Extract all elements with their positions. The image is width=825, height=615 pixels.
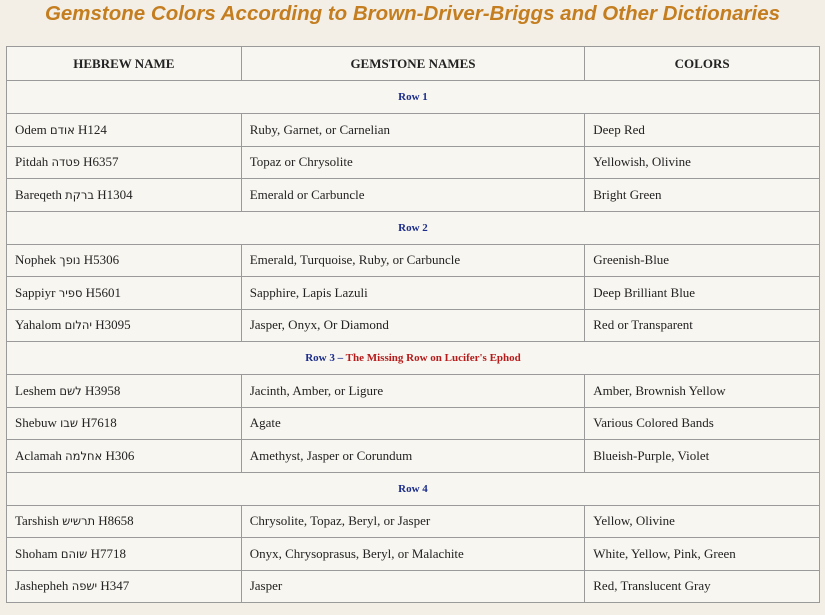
- transliterated-name: Aclamah: [15, 447, 62, 463]
- column-header-gemstone-names: GEMSTONE NAMES: [241, 47, 585, 81]
- colors-cell: Yellow, Olivine: [585, 505, 820, 538]
- gemstone-names-cell: Emerald or Carbuncle: [241, 179, 585, 212]
- strongs-number: H306: [105, 447, 135, 463]
- header-row: [7, 47, 820, 81]
- page-title: Gemstone Colors According to Brown-Driver-Briggs and Other Dictionaries: [44, 2, 781, 25]
- strongs-number: H5306: [83, 252, 120, 268]
- colors-cell: Bright Green: [585, 179, 820, 212]
- table-row: [7, 570, 820, 603]
- hebrew-name-cell: [7, 309, 242, 342]
- hebrew-name-cell: [7, 375, 242, 408]
- strongs-number: H3095: [95, 317, 131, 333]
- hebrew-word: לשם: [59, 383, 82, 398]
- transliterated-name: Tarshish: [15, 513, 59, 529]
- hebrew-word: יהלום: [64, 318, 92, 333]
- transliterated-name: Nophek: [15, 252, 57, 268]
- group-label: [7, 211, 820, 244]
- hebrew-name-cell: [7, 146, 242, 179]
- strongs-number: H7718: [90, 545, 126, 561]
- gemstone-names-cell: Jacinth, Amber, or Ligure: [241, 375, 585, 408]
- hebrew-name-cell: [7, 114, 242, 147]
- table-row: [7, 277, 820, 310]
- group-label-text: Row 2: [398, 221, 428, 234]
- transliterated-name: Jashepheh: [15, 578, 69, 594]
- hebrew-name-cell: [7, 505, 242, 538]
- table-body: [7, 81, 820, 603]
- colors-cell: Various Colored Bands: [585, 407, 820, 440]
- colors-cell: Greenish-Blue: [585, 244, 820, 277]
- group-header-row: [7, 342, 820, 375]
- strongs-number: H124: [78, 121, 107, 137]
- transliterated-name: Shebuw: [15, 415, 57, 431]
- hebrew-name-cell: [7, 570, 242, 603]
- gemstone-names-cell: Emerald, Turquoise, Ruby, or Carbuncle: [241, 244, 585, 277]
- hebrew-word: ספיר: [58, 285, 83, 300]
- hebrew-word: ישפה: [71, 579, 98, 594]
- group-label: [7, 472, 820, 505]
- group-header-row: [7, 81, 820, 114]
- table-row: [7, 538, 820, 571]
- transliterated-name: Bareqeth: [15, 186, 62, 202]
- colors-cell: Deep Red: [585, 114, 820, 147]
- colors-cell: Blueish-Purple, Violet: [585, 440, 820, 473]
- gemstone-names-cell: Chrysolite, Topaz, Beryl, or Jasper: [241, 505, 585, 538]
- hebrew-name-cell: [7, 277, 242, 310]
- hebrew-word: ברקת: [65, 187, 95, 202]
- strongs-number: H7618: [81, 415, 117, 431]
- gemstone-names-cell: Jasper: [241, 570, 585, 603]
- strongs-number: H6357: [83, 154, 119, 170]
- hebrew-word: שוהם: [60, 546, 88, 561]
- gemstone-names-cell: Onyx, Chrysoprasus, Beryl, or Malachite: [241, 538, 585, 571]
- transliterated-name: Leshem: [15, 382, 57, 398]
- colors-cell: Deep Brilliant Blue: [585, 277, 820, 310]
- hebrew-name-cell: [7, 538, 242, 571]
- gemstone-table: [6, 46, 820, 603]
- hebrew-word: אחלמה: [65, 448, 103, 463]
- colors-cell: Yellowish, Olivine: [585, 146, 820, 179]
- hebrew-name-cell: [7, 407, 242, 440]
- hebrew-word: נופך: [59, 253, 81, 268]
- table-row: [7, 407, 820, 440]
- group-label-text: Row 3 –: [305, 352, 346, 364]
- group-header-row: [7, 211, 820, 244]
- colors-cell: Red or Transparent: [585, 309, 820, 342]
- gemstone-names-cell: Topaz or Chrysolite: [241, 146, 585, 179]
- table-row: [7, 309, 820, 342]
- gemstone-names-cell: Agate: [241, 407, 585, 440]
- hebrew-word: שבו: [60, 416, 79, 431]
- group-header-row: [7, 472, 820, 505]
- transliterated-name: Shoham: [15, 545, 58, 561]
- strongs-number: H347: [100, 578, 130, 594]
- gemstone-names-cell: Amethyst, Jasper or Corundum: [241, 440, 585, 473]
- table-row: [7, 505, 820, 538]
- strongs-number: H3958: [84, 382, 121, 398]
- hebrew-word: אודם: [50, 122, 75, 137]
- group-label-text: Row 4: [398, 482, 428, 495]
- table-row: [7, 146, 820, 179]
- column-header-hebrew-name: HEBREW NAME: [7, 47, 242, 81]
- column-header-colors: COLORS: [585, 47, 820, 81]
- gemstone-names-cell: Ruby, Garnet, or Carnelian: [241, 114, 585, 147]
- strongs-number: H8658: [98, 513, 134, 529]
- transliterated-name: Pitdah: [15, 154, 49, 170]
- colors-cell: White, Yellow, Pink, Green: [585, 538, 820, 571]
- colors-cell: Amber, Brownish Yellow: [585, 375, 820, 408]
- table-row: [7, 244, 820, 277]
- hebrew-word: פטדה: [51, 155, 80, 170]
- group-label-text: Row 1: [398, 91, 428, 103]
- table-row: [7, 440, 820, 473]
- gemstone-names-cell: Jasper, Onyx, Or Diamond: [241, 309, 585, 342]
- hebrew-word: תרשיש: [62, 514, 96, 529]
- table-row: [7, 179, 820, 212]
- group-label: [7, 342, 820, 375]
- transliterated-name: Sappiyr: [15, 284, 56, 300]
- gemstone-names-cell: Sapphire, Lapis Lazuli: [241, 277, 585, 310]
- group-label-note: The Missing Row on Lucifer's Ephod: [345, 352, 521, 364]
- transliterated-name: Yahalom: [15, 317, 62, 333]
- group-label: [7, 81, 820, 114]
- transliterated-name: Odem: [15, 121, 47, 137]
- strongs-number: H5601: [85, 284, 122, 300]
- table-row: [7, 114, 820, 147]
- strongs-number: H1304: [97, 186, 133, 202]
- hebrew-name-cell: [7, 179, 242, 212]
- hebrew-name-cell: [7, 244, 242, 277]
- table-row: [7, 375, 820, 408]
- colors-cell: Red, Translucent Gray: [585, 570, 820, 603]
- hebrew-name-cell: [7, 440, 242, 473]
